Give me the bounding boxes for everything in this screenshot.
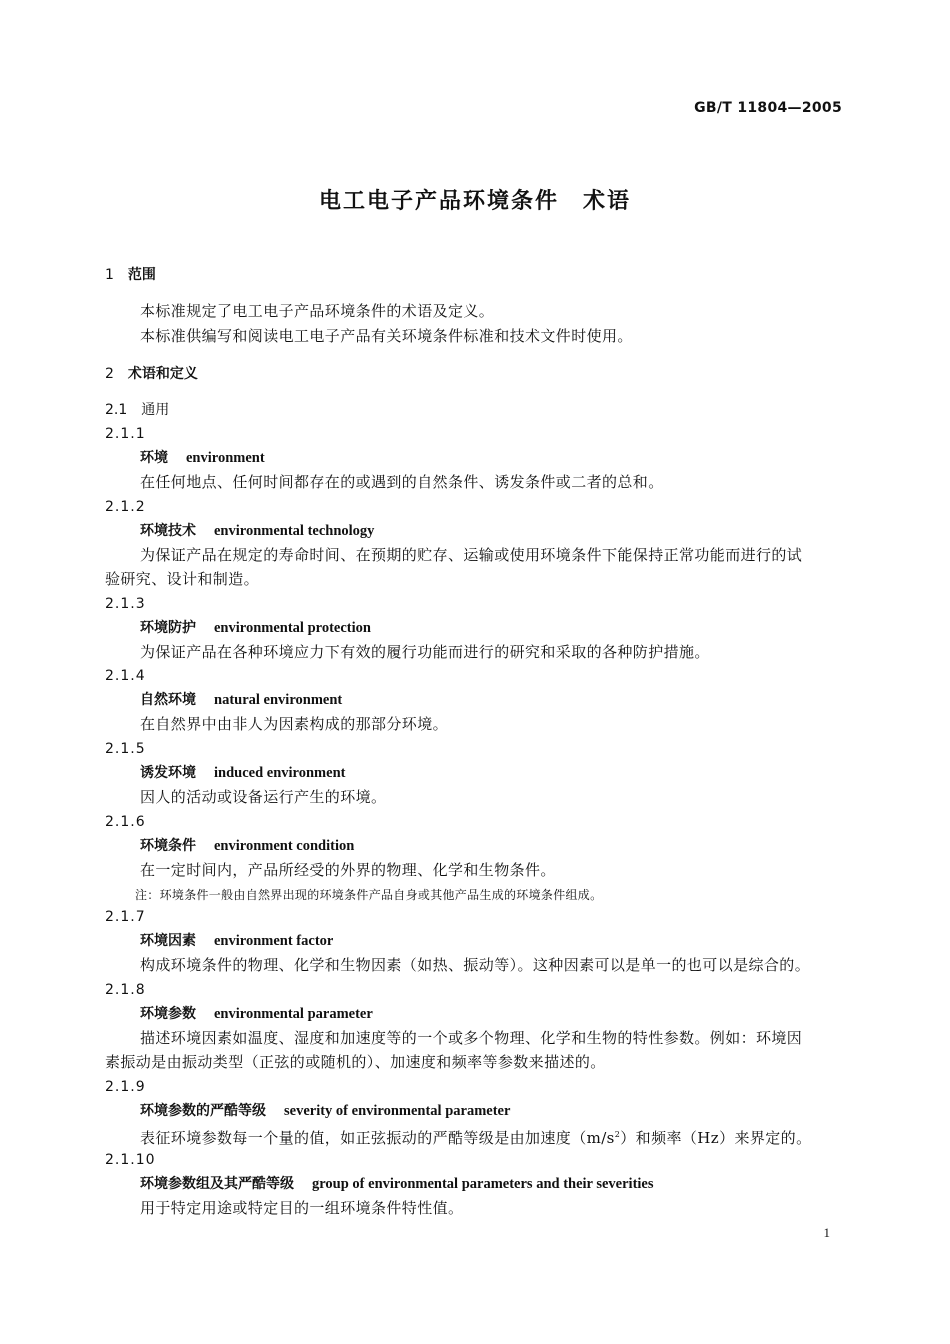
section-number: 2.1 xyxy=(105,402,128,418)
term-definition: 用于特定用途或特定目的一组环境条件特性值。 xyxy=(140,1199,464,1217)
term-number: 2.1.4 xyxy=(105,668,146,684)
term-zh: 自然环境 xyxy=(140,692,196,708)
term-definition-continued: 素振动是由振动类型（正弦的或随机的）、加速度和频率等参数来描述的。 xyxy=(105,1053,606,1071)
term-zh: 环境参数 xyxy=(140,1006,196,1022)
term-en: natural environment xyxy=(214,692,343,708)
term-number: 2.1.5 xyxy=(105,741,146,757)
term-heading xyxy=(140,522,374,540)
paragraph: 本标准供编写和阅读电工电子产品有关环境条件标准和技术文件时使用。 xyxy=(140,327,633,345)
term-zh: 环境 xyxy=(140,450,168,466)
definition-text: 表征环境参数每一个量的值，如正弦振动的严酷等级是由加速度（m/s xyxy=(140,1129,615,1147)
term-heading xyxy=(140,449,265,467)
term-en: induced environment xyxy=(214,765,346,781)
term-heading xyxy=(140,1102,510,1120)
term-definition-continued: 验研究、设计和制造。 xyxy=(105,570,260,588)
section-1-heading xyxy=(105,266,156,284)
term-heading xyxy=(140,764,345,782)
term-zh: 环境因素 xyxy=(140,933,196,949)
term-number: 2.1.10 xyxy=(105,1152,156,1168)
section-2-heading xyxy=(105,365,198,383)
term-zh: 环境技术 xyxy=(140,523,196,539)
term-number: 2.1.8 xyxy=(105,982,146,998)
term-en: environmental protection xyxy=(214,620,371,636)
page-number: 1 xyxy=(823,1225,830,1240)
term-en: group of environmental parameters and their severities xyxy=(312,1176,654,1192)
term-definition: 为保证产品在规定的寿命时间、在预期的贮存、运输或使用环境条件下能保持正常功能而进行的试 xyxy=(140,546,803,564)
term-number: 2.1.2 xyxy=(105,499,146,515)
term-zh: 诱发环境 xyxy=(140,765,196,781)
term-zh: 环境条件 xyxy=(140,838,196,854)
term-definition: 在一定时间内，产品所经受的外界的物理、化学和生物条件。 xyxy=(140,861,556,879)
section-number: 1 xyxy=(105,267,114,283)
term-heading xyxy=(140,1175,654,1193)
term-zh: 环境参数的严酷等级 xyxy=(140,1103,266,1119)
term-definition: 描述环境因素如温度、湿度和加速度等的一个或多个物理、化学和生物的特性参数。例如：环境因 xyxy=(140,1029,803,1047)
standard-code: GB/T 11804—2005 xyxy=(694,100,842,116)
term-definition: 在自然界中由非人为因素构成的那部分环境。 xyxy=(140,715,449,733)
term-heading xyxy=(140,691,342,709)
term-heading xyxy=(140,1005,373,1023)
term-note: 注：环境条件一般由自然界出现的环境条件产品自身或其他产品生成的环境条件组成。 xyxy=(135,888,603,902)
term-definition xyxy=(140,1126,811,1147)
subsection-2-1-heading xyxy=(105,401,169,419)
term-en: environment xyxy=(186,450,265,466)
term-definition: 为保证产品在各种环境应力下有效的履行功能而进行的研究和采取的各种防护措施。 xyxy=(140,643,710,661)
term-en: severity of environmental parameter xyxy=(284,1103,511,1119)
term-number: 2.1.6 xyxy=(105,814,146,830)
section-title: 范围 xyxy=(127,267,156,283)
page-title: 电工电子产品环境条件 术语 xyxy=(318,189,631,214)
definition-text: ）和频率（Hz）来界定的。 xyxy=(620,1129,812,1147)
section-title: 术语和定义 xyxy=(127,366,198,382)
term-en: environmental parameter xyxy=(214,1006,373,1022)
term-en: environmental technology xyxy=(214,523,375,539)
section-number: 2 xyxy=(105,366,114,382)
term-heading xyxy=(140,932,333,950)
superscript: 2 xyxy=(614,1130,621,1139)
term-en: environment condition xyxy=(214,838,355,854)
term-number: 2.1.9 xyxy=(105,1079,146,1095)
term-number: 2.1.1 xyxy=(105,426,146,442)
term-definition: 构成环境条件的物理、化学和生物因素（如热、振动等）。这种因素可以是单一的也可以是综合的。 xyxy=(140,956,811,974)
term-definition: 在任何地点、任何时间都存在的或遇到的自然条件、诱发条件或二者的总和。 xyxy=(140,473,664,491)
term-zh: 环境参数组及其严酷等级 xyxy=(140,1176,294,1192)
term-en: environment factor xyxy=(214,933,334,949)
term-heading xyxy=(140,619,371,637)
term-heading xyxy=(140,837,354,855)
term-number: 2.1.7 xyxy=(105,909,146,925)
section-title: 通用 xyxy=(141,402,170,418)
term-number: 2.1.3 xyxy=(105,596,146,612)
term-zh: 环境防护 xyxy=(140,620,196,636)
term-definition: 因人的活动或设备运行产生的环境。 xyxy=(140,788,387,806)
paragraph: 本标准规定了电工电子产品环境条件的术语及定义。 xyxy=(140,302,495,320)
